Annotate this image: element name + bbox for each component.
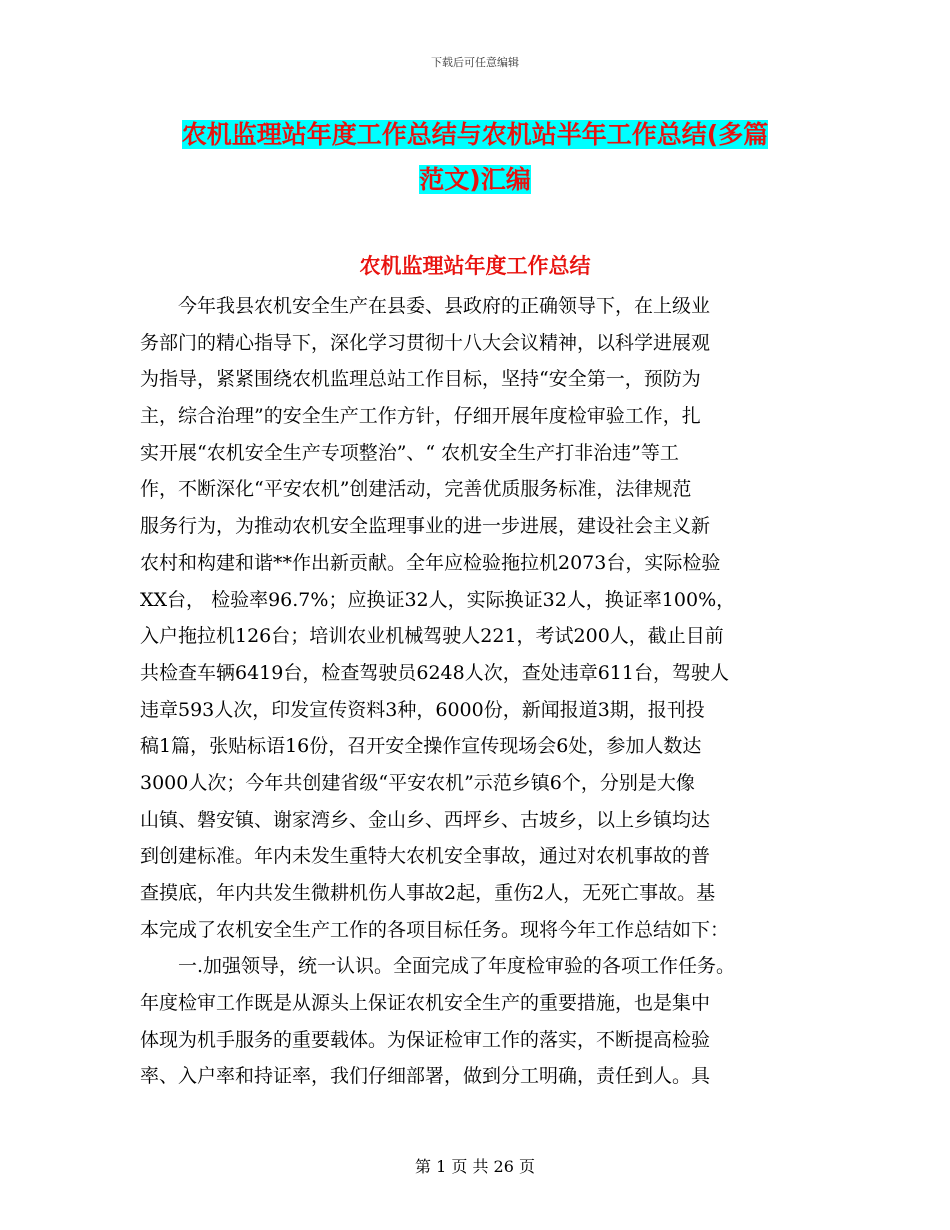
body-text-line: 务部门的精心指导下，深化学习贯彻十八大会议精神，以科学进展观: [140, 331, 711, 354]
body-text-line: 本完成了农机安全生产工作的各项目标任务。现将今年工作总结如下：: [140, 918, 730, 941]
page-number-footer: 第 1 页 共 26 页: [415, 1157, 535, 1176]
document-title-line2: 范文)汇编: [419, 165, 531, 194]
body-text-line: 山镇、磐安镇、谢家湾乡、金山乡、西坪乡、古坡乡，以上乡镇均达: [140, 808, 711, 831]
body-paragraphs: [140, 288, 820, 1095]
body-text-line: 率、入户率和持证率，我们仔细部署，做到分工明确，责任到人。具: [140, 1065, 711, 1088]
body-text-line: 体现为机手服务的重要载体。为保证检审工作的落实，不断提高检验: [140, 1028, 711, 1051]
body-text-line: 入户拖拉机126台；培训农业机械驾驶人221，考试200人，截止目前: [140, 625, 724, 648]
body-text-line: 到创建标准。年内未发生重特大农机安全事故，通过对农机事故的普: [140, 845, 711, 868]
section-title: 农机监理站年度工作总结: [359, 254, 591, 278]
body-text-line: 实开展“农机安全生产专项整治”、“ 农机安全生产打非治违”等工: [140, 441, 679, 464]
document-title-line1: 农机监理站年度工作总结与农机站半年工作总结(多篇: [181, 120, 769, 149]
body-text-line: 共检查车辆6419台，检查驾驶员6248人次，查处违章611台，驾驶人: [140, 661, 729, 684]
body-text-line: 服务行为，为推动农机安全监理事业的进一步进展，建设社会主义新: [140, 515, 711, 538]
body-text-line: 为指导，紧紧围绕农机监理总站工作目标，坚持“安全第一，预防为: [140, 368, 701, 391]
body-text-line: 农村和构建和谐**作出新贡献。全年应检验拖拉机2073台，实际检验: [140, 551, 721, 574]
body-text-line: 作，不断深化“平安农机”创建活动，完善优质服务标准，法律规范: [140, 478, 692, 501]
body-text-line: XX台， 检验率96.7%；应换证32人，实际换证32人，换证率100%，: [140, 588, 736, 611]
body-text-line: 违章593人次，印发宣传资料3种，6000份，新闻报道3期，报刊投: [140, 698, 705, 721]
body-text-line: 一.加强领导，统一认识。全面完成了年度检审验的各项工作任务。: [140, 955, 736, 978]
document-title: [0, 112, 950, 202]
body-text-line: 稿1篇，张贴标语16份，召开安全操作宣传现场会6处，参加人数达: [140, 735, 702, 758]
body-text-line: 3000人次；今年共创建省级“平安农机”示范乡镇6个，分别是大像: [140, 771, 695, 794]
body-text-line: 主，综合治理”的安全生产工作方针，仔细开展年度检审验工作，扎: [140, 405, 701, 428]
header-note: 下载后可任意编辑: [431, 56, 519, 69]
body-text-line: 查摸底，年内共发生微耕机伤人事故2起，重伤2人，无死亡事故。基: [140, 882, 716, 904]
body-text-line: 年度检审工作既是从源头上保证农机安全生产的重要措施，也是集中: [140, 992, 711, 1015]
body-text-line: 今年我县农机安全生产在县委、县政府的正确领导下，在上级业: [140, 295, 711, 317]
